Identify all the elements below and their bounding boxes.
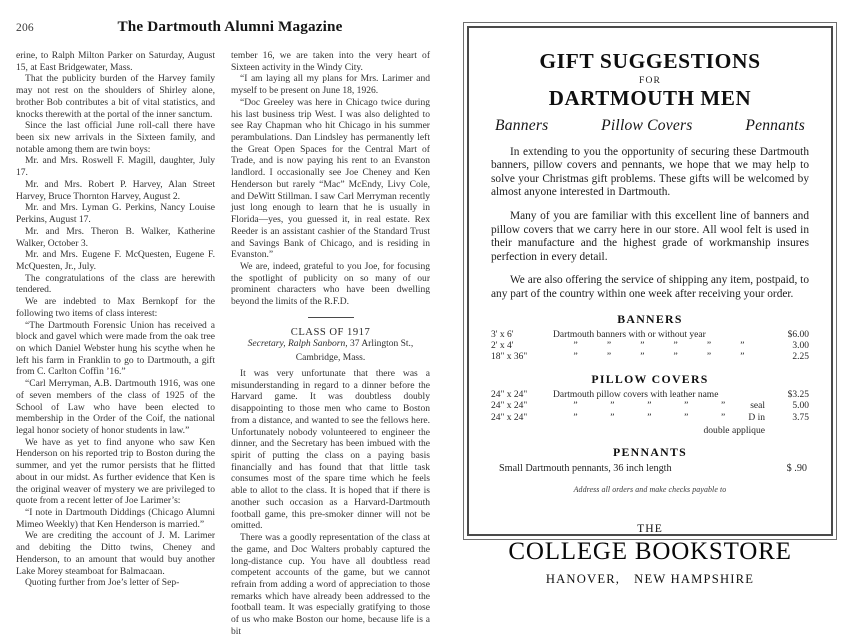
ditto-mark: ”: [740, 351, 745, 362]
ditto-mark: ”: [684, 401, 689, 412]
ditto-mark: ”: [684, 412, 689, 423]
ditto-mark: ”: [573, 351, 578, 362]
paragraph: “Doc Greeley was here in Chicago twice during his last business trip West. I was also delighted to see Ray Chapman who hit Chicago in his summer perambulations. Dan Lindsley has permanently left the Great Open Spaces for the Central Mart of Trade, and is now paying his rent to an Evanston landlord. I occasionally see Joe Cheney and Ken Henderson but rarely “Mac” McEndy, Livy Cole, and DeWitt Stillman. I saw Carl Merryman recently just long enough to learn that he is usually in Florida—yes, you guessed it, in real estate. Rex Reeder is an assistant cashier of the Standard Trust and Savings Bank of Chicago, and is residing in Evanston.”: [231, 96, 430, 261]
paragraph: tember 16, we are taken into the very heart of Sixteen activity in the Windy City.: [231, 50, 430, 73]
pillow-price: 3.75: [792, 412, 809, 423]
article-column-middle: [231, 50, 430, 638]
secretary-line-1: [231, 339, 430, 351]
ad-subheadline: DARTMOUTH MEN: [548, 85, 752, 110]
paragraph: We are indebted to Max Bernkopf for the following two items of class interest:: [16, 296, 215, 319]
pennants-price-row: [499, 463, 807, 474]
paragraph: Quoting further from Joe’s letter of Sep-: [25, 577, 180, 589]
ditto-mark: ”: [706, 351, 712, 362]
table-row: [491, 390, 809, 401]
ad-headline: GIFT SUGGESTIONS: [539, 49, 761, 73]
banners-price-table: [491, 330, 809, 364]
pillow-description: Dartmouth pillow covers with leather name: [553, 390, 719, 401]
ditto-mark: ”: [647, 412, 652, 423]
ad-paragraph: Many of you are familiar with this excellent line of banners and pillow covers that we carry here in our store. All wool felt is used in their manufacture and the highest grade of workmanship insures perfection in every detail.: [491, 209, 809, 263]
banner-description: Dartmouth banners with or without year: [553, 329, 706, 340]
ditto-mark: ”: [721, 412, 726, 423]
ditto-mark: ”: [673, 351, 678, 362]
advertisement-leaf: [448, 0, 852, 600]
ad-paragraph: We are also offering the service of shipping any item, postpaid, to any part of the country within one week after receiving your order.: [491, 274, 809, 300]
ditto-mark: ”: [606, 351, 612, 362]
running-head-title: The Dartmouth Alumni Magazine: [117, 18, 343, 35]
ditto-mark: ”: [721, 401, 726, 412]
pillow-size: 24" x 24": [491, 390, 528, 401]
banners-heading: BANNERS: [617, 311, 683, 326]
table-row: [491, 352, 809, 363]
product-word-pillow-covers: Pillow Covers: [601, 116, 693, 134]
pillow-ditto-row: [553, 401, 746, 412]
banner-price: $6.00: [787, 329, 809, 340]
pillow-tag: D in: [748, 412, 765, 423]
paragraph: “The Dartmouth Forensic Union has received a block and gavel which were made from the oak tree on which Daniel Webster hung his scythe when he left his farm in Franklin to go to Dartmouth, a gift from C. Carlton Coffin ’16.”: [16, 319, 215, 378]
pillow-price: 5.00: [792, 401, 809, 412]
page-header: [16, 18, 434, 36]
pillow-tag: seal: [750, 401, 765, 412]
ad-outer-border: [463, 22, 837, 587]
paragraph: We are, indeed, grateful to you Joe, for focusing the spotlight of publicity on so many of our prominent characters who have been dwelling beyond the limits of the R.F.D.: [231, 260, 430, 308]
table-row: [491, 341, 809, 352]
paragraph: “Carl Merryman, A.B. Dartmouth 1916, was one of seven members of the class of 1925 of the School of Law who have been elected to membership in the Order of the Coif, the national legal honor society of honor students in law.”: [16, 378, 215, 436]
ad-inner-border: [467, 26, 833, 587]
paragraph: Mr. and Mrs. Roswell F. Magill, daughter, July 17.: [16, 155, 215, 179]
pillow-covers-price-table: [491, 390, 809, 424]
paragraph: That the publicity burden of the Harvey family may not rest on the shoulders of Shirley alone, brother Bob contributes a bit of vital statistics, and knocks therewith at the portal of the inner sanctum.: [16, 73, 215, 120]
pillow-price: $3.25: [787, 390, 809, 401]
ad-product-words: [495, 117, 805, 135]
store-city: HANOVER,: [545, 572, 621, 587]
banner-ditto-row: [553, 341, 765, 352]
pennant-price: $ .90: [786, 462, 807, 474]
secretary-name: Secretary, Ralph Sanborn,: [247, 338, 348, 349]
ditto-mark: ”: [610, 412, 615, 423]
paragraph: “I am laying all my plans for Mrs. Larimer and myself to be present on June 18, 1926.: [231, 73, 430, 97]
ditto-mark: ”: [606, 340, 612, 351]
ditto-mark: ”: [673, 340, 678, 351]
pillow-tag: [746, 390, 765, 401]
paragraph: We are crediting the account of J. M. Larimer and debiting the Ditto twins, Cheney and Henderson, to an amount that would buy another Lake Morey steamboat for Balmacaan.: [16, 530, 215, 577]
ditto-mark: ”: [740, 340, 745, 351]
pillow-ditto-row: [553, 413, 746, 424]
paragraph: “I note in Dartmouth Diddings (Chicago Alumni Mimeo Weekly) that Ken Henderson is married.”: [16, 507, 215, 530]
table-row: [491, 413, 809, 424]
article-column-left: [16, 50, 215, 589]
product-word-pennants: Pennants: [745, 116, 805, 134]
class-section-heading: [231, 327, 430, 338]
paragraph: Mr. and Mrs. Robert P. Harvey, Alan Street Harvey, Bruce Thornton Harvey, August 2.: [16, 178, 215, 202]
ditto-mark: ”: [647, 401, 652, 412]
paragraph: Mr. and Mrs. Lyman G. Perkins, Nancy Louise Perkins, August 17.: [16, 202, 215, 226]
paragraph: Mr. and Mrs. Theron B. Walker, Katherine Walker, October 3.: [16, 225, 215, 249]
ditto-mark: ”: [573, 412, 578, 423]
pennant-description: Small Dartmouth pennants, 36 inch length: [499, 462, 672, 474]
store-state: NEW HAMPSHIRE: [634, 572, 755, 587]
paragraph: erine, to Ralph Milton Parker on Saturday, August 15, at East Bridgewater, Mass.: [16, 50, 215, 73]
ditto-mark: ”: [706, 340, 712, 351]
ditto-mark: ”: [610, 401, 615, 412]
pennants-heading: PENNANTS: [613, 444, 687, 459]
banner-size: 3' x 6': [491, 329, 514, 340]
table-row: [491, 330, 809, 341]
store-location: [491, 572, 809, 587]
paragraph: Since the last official June roll-call there have been six new arrivals in the Sixteen family, and notable among them are twin boys:: [16, 120, 215, 155]
table-row: [491, 401, 809, 412]
ditto-mark: ”: [573, 401, 578, 412]
ad-for-word: FOR: [639, 74, 661, 86]
paragraph: There was a goodly representation of the class at the game, and Doc Walters probably captured the long-distance cup. You have all doubtless read competent accounts of the game, but we cannot refrain from adding a word of appreciation to those remarks which have already been addressed to the football team. It was especially gratifying to those of us who make Boston our home, because life is a bit: [231, 532, 430, 637]
ad-paragraph: In extending to you the opportunity of securing these Dartmouth banners, pillow covers and pennants, we hope that we may help to solve your Christmas gift problems. These gifts will be welcomed by almost anyone interested in Dartmouth.: [491, 145, 809, 199]
section-divider-rule: [308, 317, 354, 318]
banner-size: 18" x 36": [491, 351, 528, 362]
pillow-covers-heading: PILLOW COVERS: [591, 372, 709, 387]
paragraph: It was very unfortunate that there was a misunderstanding in regard to a dinner before the Harvard game. It was doubtless doubly disappointing to those men who came to Boston from a distance, and wanted to see the fellows here. Unfortunately nobody volunteered to engineer the dinner, and the Secretary has been imbued with the spirit of putting the class on a paying basis financially and has found that that little task consumes most of the spare time which he feels able to allot to the class. It is hoped that if there is another such occasion as a Harvard-Dartmouth football game, this pre-smoker dinner will not be omitted.: [231, 368, 430, 532]
paragraph: We have as yet to find anyone who saw Ken Henderson on his reported trip to Boston during the summer, and yet the rumor persists that he flitted about in our midst. As further evidence that Ken is the original weaver of mystery we are privileged to quote from a recent letter of Joe Larimer’s:: [16, 436, 215, 507]
paragraph: Mr. and Mrs. Eugene F. McQuesten, Eugene F. McQuesten, Jr., July.: [16, 249, 215, 272]
store-name: COLLEGE BOOKSTORE: [508, 537, 792, 565]
banner-price: 2.25: [792, 351, 809, 362]
paragraph: The congratulations of the class are herewith tendered.: [16, 272, 215, 296]
ditto-mark: ”: [573, 340, 578, 351]
store-article-the: THE: [637, 521, 663, 535]
pillow-covers-footnote: double applique: [703, 424, 765, 436]
address-note: Address all orders and make checks payable to: [573, 484, 727, 494]
pillow-size: 24" x 24": [491, 401, 528, 412]
secretary-address: 37 Arlington St.,: [349, 338, 414, 349]
banner-ditto-row: [553, 352, 765, 363]
banner-price: 3.00: [792, 340, 809, 351]
product-word-banners: Banners: [495, 116, 549, 134]
folio-number: 206: [16, 22, 34, 34]
article-columns: [16, 50, 434, 638]
class-heading-text: CLASS OF 1917: [290, 326, 371, 338]
secretary-line-2: Cambridge, Mass.: [295, 353, 366, 364]
banner-size: 2' x 4': [491, 340, 514, 351]
ditto-mark: ”: [640, 351, 645, 362]
pillow-size: 24" x 24": [491, 412, 528, 423]
ditto-mark: ”: [640, 340, 645, 351]
